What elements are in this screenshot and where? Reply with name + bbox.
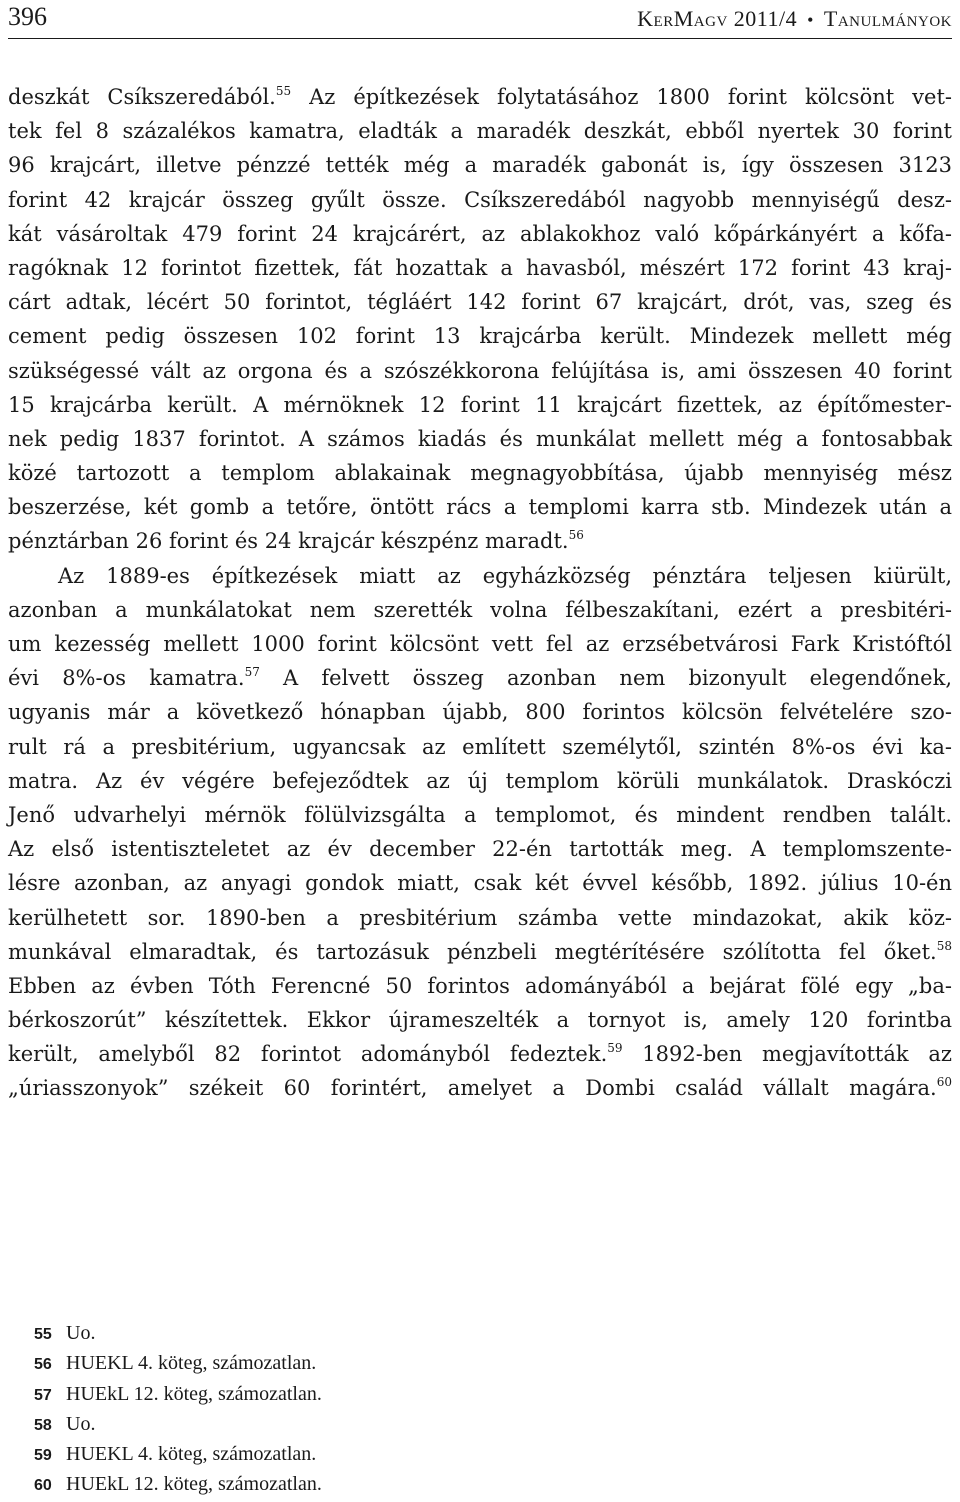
text-line: kát vásároltak 479 forint 24 krajcárért, az ablakokhoz való kőpárkányért a kőfa- <box>8 221 952 246</box>
footnote-ref-58[interactable]: 58 <box>936 938 952 953</box>
footnote-text: HUEkL 12. köteg, számozatlan. <box>66 1382 322 1405</box>
footnote-text: HUEkL 12. köteg, számozatlan. <box>66 1473 322 1496</box>
footnote-55 <box>34 1318 322 1348</box>
text-line: cárt adtak, lécért 50 forintot, tégláért 142 forint 67 krajcárt, drót, vas, szeg és <box>8 290 952 315</box>
running-header <box>8 0 952 39</box>
text-line: nek pedig 1837 forintot. A számos kiadás és munkálat mellett még a fontosabbak <box>8 426 952 451</box>
text-line: rult rá a presbitérium, ugyancsak az említett személytől, szintén 8%-os évi ka- <box>8 734 952 759</box>
text-line: lésre azonban, az anyagi gondok miatt, csak két évvel később, 1892. július 10-én <box>8 871 952 896</box>
text-line: közé tartozott a templom ablakainak megnagyobbítása, újabb mennyiség mész <box>8 461 952 486</box>
text-span: deszkát Csíkszeredából. <box>8 85 276 109</box>
text-line <box>8 661 952 695</box>
text-span: Az építkezések folytatásához 1800 forint kölcsönt vet- <box>291 85 952 109</box>
text-line: kerülhetett sor. 1890-ben a presbitérium számba vette mindazokat, akik köz- <box>8 905 952 930</box>
footnote-ref-56[interactable]: 56 <box>568 528 584 543</box>
text-line: tek fel 8 százalékos kamatra, eladták a maradék deszkát, ebből nyertek 30 forint <box>8 119 952 144</box>
text-span: került, amelyből 82 forintot adományból fedeztek. <box>8 1042 608 1067</box>
text-line: forint 42 krajcár összeg gyűlt össze. Csíkszeredából nagyobb mennyiségű desz- <box>8 187 952 212</box>
footnote-text: HUEKL 4. köteg, számozatlan. <box>66 1352 317 1375</box>
text-line: szükségessé vált az orgona és a szószékkorona felújítása is, ami összesen 40 forint <box>8 358 952 383</box>
text-span: 1892-ben megjavították az <box>622 1042 952 1067</box>
text-line: bérkoszorút” készítettek. Ekkor újrameszelték a tornyot is, amely 120 forintba <box>8 1008 952 1033</box>
footnote-60 <box>34 1469 322 1499</box>
text-line: Jenő udvarhelyi mérnök fölülvizsgálta a templomot, és mindent rendben talált. <box>8 802 952 827</box>
text-line: ragóknak 12 forintot fizettek, fát hozattak a havasból, mészért 172 forint 43 kraj- <box>8 255 952 280</box>
footnote-number: 58 <box>34 1416 52 1434</box>
text-span: évi 8%-os kamatra. <box>8 666 245 691</box>
text-line: ugyanis már a következő hónapban újabb, 800 forintos kölcsön felvételére szo- <box>8 700 952 725</box>
footnote-ref-59[interactable]: 59 <box>607 1041 623 1056</box>
footnote-56 <box>34 1348 322 1378</box>
footnote-number: 60 <box>34 1477 52 1495</box>
text-line <box>8 935 952 969</box>
text-line: beszerzése, két gomb a tetőre, öntött rács a templomi karra stb. Mindezek után a <box>8 495 952 520</box>
footnote-ref-60[interactable]: 60 <box>936 1075 952 1090</box>
page-number: 396 <box>8 2 47 31</box>
text-line: um kezesség mellett 1000 forint kölcsönt vett fel az erzsébetvárosi Fark Kristóftól <box>8 632 952 656</box>
text-span: munkával elmaradtak, és tartozásuk pénzbeli megtérítésére szólította fel őket. <box>8 939 937 964</box>
footnotes <box>34 1318 322 1500</box>
footnote-59 <box>34 1439 322 1469</box>
section-title: Tanulmányok <box>823 6 952 31</box>
text-span: „úriasszonyok” székeit 60 forintért, amelyet a Dombi család vállalt magára. <box>8 1076 937 1101</box>
text-line: Az első istentiszteletet az év december 22-én tartották meg. A templomszente- <box>8 837 952 862</box>
text-line: Ebben az évben Tóth Ferencné 50 forintos adományából a bejárat fölé egy „ba- <box>8 973 952 998</box>
footnote-number: 56 <box>34 1356 52 1374</box>
footnote-ref-57[interactable]: 57 <box>244 665 260 680</box>
text-line: cement pedig összesen 102 forint 13 krajcárba került. Mindezek mellett még <box>8 324 952 349</box>
text-span: pénztárban 26 forint és 24 krajcár készpénz maradt. <box>8 529 569 554</box>
footnote-number: 55 <box>34 1326 52 1343</box>
text-line <box>8 524 952 558</box>
running-head <box>637 6 952 33</box>
separator-bullet: • <box>807 10 814 30</box>
text-line <box>8 1037 952 1071</box>
text-line <box>8 1071 952 1105</box>
text-line: azonban a munkálatokat nem szerették volna félbeszakítani, ezért a presbitéri- <box>8 597 952 622</box>
text-line: Az 1889-es építkezések miatt az egyházközség pénztára teljesen kiürült, <box>58 563 952 588</box>
text-span: A felvett összeg azonban nem bizonyult elegendőnek, <box>259 666 953 691</box>
footnote-text: HUEKL 4. köteg, számozatlan. <box>66 1443 317 1466</box>
paragraph-1 <box>8 80 952 559</box>
text-line <box>8 80 952 114</box>
body-text <box>8 80 952 1106</box>
journal-title: KerMagv 2011/4 <box>637 6 798 31</box>
text-line: 15 krajcárba került. A mérnöknek 12 forint 11 krajcárt fizettek, az építőmester- <box>8 392 952 417</box>
footnote-number: 57 <box>34 1386 52 1404</box>
footnote-text: Uo. <box>66 1412 96 1435</box>
footnote-number: 59 <box>34 1447 52 1465</box>
footnote-ref-55[interactable]: 55 <box>275 84 292 98</box>
text-line: 96 krajcárt, illetve pénzzé tették még a maradék gabonát is, így összesen 3123 <box>8 153 952 178</box>
paragraph-2 <box>8 559 952 1106</box>
text-line: matra. Az év végére befejeződtek az új templom körüli munkálatok. Draskóczi <box>8 768 952 793</box>
footnote-text: Uo. <box>66 1322 96 1344</box>
footnote-57 <box>34 1379 322 1409</box>
footnote-58 <box>34 1409 322 1439</box>
